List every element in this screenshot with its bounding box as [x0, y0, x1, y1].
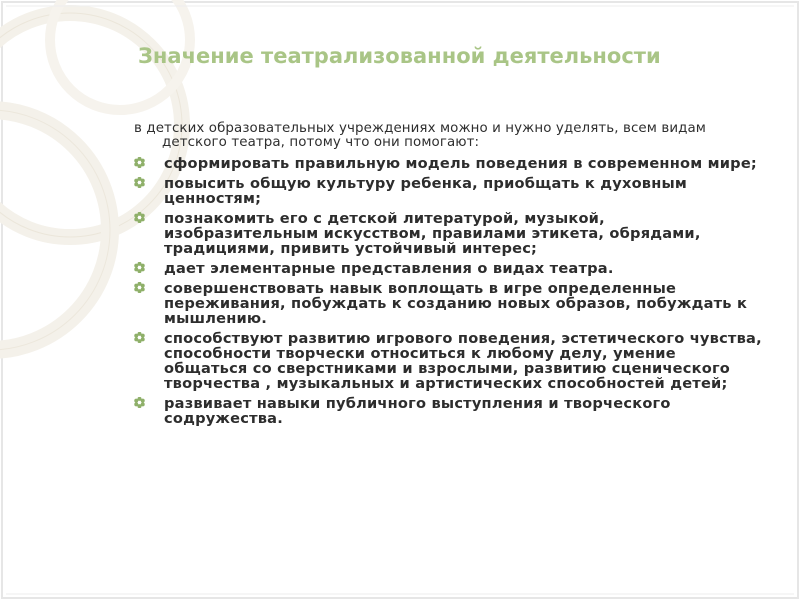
- bullet-text: развивает навыки публичного выступления и творческого содружества.: [164, 395, 671, 427]
- list-item: [134, 261, 764, 276]
- list-item: [134, 331, 764, 391]
- flower-bullet-icon: [134, 262, 145, 273]
- bullet-text: способствуют развитию игрового поведения, эстетического чувства, способности творчески относиться к любому делу, умение общаться со сверстниками и взрослыми, развитию сценического творчества , музыкальных и артистических способностей детей;: [164, 330, 762, 392]
- slide-content: [134, 122, 764, 431]
- list-item: [134, 156, 764, 171]
- flower-bullet-icon: [134, 212, 145, 223]
- slide-title: Значение театрализованной деятельности: [138, 44, 661, 68]
- bullet-text: повысить общую культуру ребенка, приобщать к духовным ценностям;: [164, 175, 688, 207]
- flower-bullet-icon: [134, 332, 145, 343]
- flower-bullet-icon: [134, 157, 145, 168]
- flower-bullet-icon: [134, 282, 145, 293]
- list-item: [134, 396, 764, 426]
- intro-text: в детских образовательных учреждениях можно и нужно уделять, всем видам детского театра, потому что они помогают:: [134, 121, 706, 150]
- flower-bullet-icon: [134, 397, 145, 408]
- bullet-text: дает элементарные представления о видах театра.: [164, 260, 614, 277]
- bullet-text: совершенствовать навык воплощать в игре определенные переживания, побуждать к созданию новых образов, побуждать к мышлению.: [164, 280, 748, 327]
- flower-bullet-icon: [134, 177, 145, 188]
- list-item: [134, 176, 764, 206]
- list-item: [134, 281, 764, 326]
- bullet-list: [134, 156, 764, 426]
- bullet-text: познакомить его с детской литературой, музыкой, изобразительным искусством, правилами этикета, обрядами, традициями, привить устойчивый интерес;: [164, 210, 701, 257]
- list-item: [134, 211, 764, 256]
- bullet-text: сформировать правильную модель поведения в современном мире;: [164, 155, 757, 172]
